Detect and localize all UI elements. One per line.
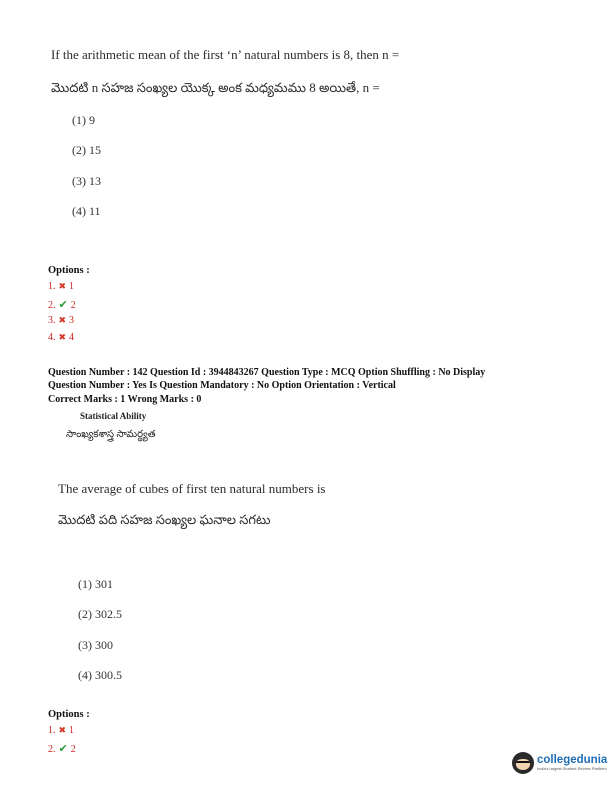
section-name-te: సాంఖ్యకశాస్త్ర సామర్థ్యత bbox=[66, 429, 156, 440]
q2-choice-1: (1) 301 bbox=[78, 577, 113, 591]
logo-name: collegedunia bbox=[537, 753, 608, 766]
checkmark-icon: ✔ bbox=[58, 299, 68, 311]
q2-question-te: మొదటి పది సహజ సంఖ్యల ఘనాల సగటు bbox=[58, 512, 271, 527]
cross-icon: ✖ bbox=[58, 332, 67, 342]
collegedunia-logo bbox=[512, 752, 607, 774]
section-name-en: Statistical Ability bbox=[80, 411, 147, 421]
answer-value: 1 bbox=[69, 725, 75, 736]
answer-number: 3. bbox=[48, 315, 56, 326]
answer-value: 3 bbox=[69, 315, 75, 326]
answer-number: 1. bbox=[48, 281, 56, 292]
q1-answer-1 bbox=[48, 281, 74, 292]
meta-line-1: Question Number : 142 Question Id : 3944843267 Question Type : MCQ Option Shuffling : No Display bbox=[48, 367, 486, 378]
logo-tagline: India's largest Student Review Platform bbox=[537, 766, 607, 772]
meta-line-2: Question Number : Yes Is Question Mandatory : No Option Orientation : Vertical bbox=[48, 380, 396, 391]
q2-answer-2 bbox=[48, 742, 76, 755]
q2-options-label: Options : bbox=[48, 709, 90, 720]
student-face-icon bbox=[512, 752, 534, 774]
answer-value: 1 bbox=[69, 281, 75, 292]
meta-line-3: Correct Marks : 1 Wrong Marks : 0 bbox=[48, 394, 202, 405]
answer-number: 4. bbox=[48, 332, 56, 343]
q1-options-label: Options : bbox=[48, 265, 90, 276]
q2-answer-1 bbox=[48, 725, 74, 736]
q2-choice-3: (3) 300 bbox=[78, 638, 113, 652]
q1-question-te: మొదటి n సహజ సంఖ్యల యొక్క అంక మధ్యమము 8 అయితే, n = bbox=[51, 80, 380, 95]
answer-value: 4 bbox=[69, 332, 75, 343]
answer-value: 2 bbox=[70, 744, 76, 755]
answer-number: 2. bbox=[48, 300, 56, 311]
answer-value: 2 bbox=[70, 300, 76, 311]
q1-answer-2 bbox=[48, 298, 76, 311]
checkmark-icon: ✔ bbox=[58, 743, 68, 755]
q1-answer-3 bbox=[48, 315, 74, 326]
answer-number: 1. bbox=[48, 725, 56, 736]
q2-choice-2: (2) 302.5 bbox=[78, 607, 122, 621]
cross-icon: ✖ bbox=[58, 281, 67, 291]
q2-choice-4: (4) 300.5 bbox=[78, 668, 122, 682]
q1-choice-3: (3) 13 bbox=[72, 174, 101, 188]
q1-choice-4: (4) 11 bbox=[72, 204, 101, 218]
q1-choice-2: (2) 15 bbox=[72, 143, 101, 157]
logo-text bbox=[537, 755, 607, 772]
q2-question-en: The average of cubes of first ten natural numbers is bbox=[58, 481, 326, 496]
answer-number: 2. bbox=[48, 744, 56, 755]
q1-question-en: If the arithmetic mean of the first ‘n’ natural numbers is 8, then n = bbox=[51, 47, 400, 62]
cross-icon: ✖ bbox=[58, 315, 67, 325]
q1-choice-1: (1) 9 bbox=[72, 113, 95, 127]
q1-answer-4 bbox=[48, 332, 74, 343]
cross-icon: ✖ bbox=[58, 725, 67, 735]
